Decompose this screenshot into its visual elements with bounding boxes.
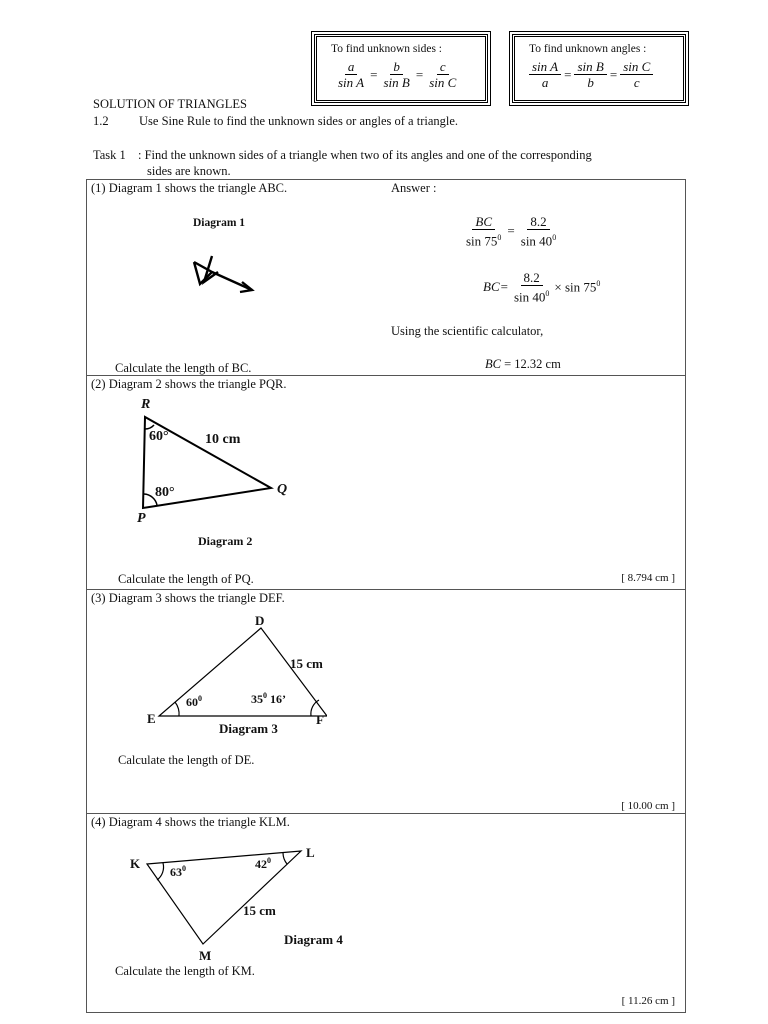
q3-label-d: D [255,613,265,628]
q3-side-df: 15 cm [290,656,323,671]
q4-question: Calculate the length of KM. [115,964,255,978]
task-text-cont: sides are known. [147,164,231,178]
q1-equation-2: BC = $\frac{8.2}{\sin 40^0}$ × $\sin 75^0$ [483,270,601,305]
sides-box-title: To find unknown sides : [331,43,442,55]
q1-result: BC = 12.32 cm [485,357,561,371]
q3-angle-f: $35^0$ 16’ [251,691,286,706]
q4-label-k: K [130,856,141,871]
q4-prompt: (4) Diagram 4 shows the triangle KLM. [91,815,290,829]
q4-side-lm: 15 cm [243,903,276,918]
page-title: SOLUTION OF TRIANGLES [93,97,247,111]
q1-diagram-figure [190,252,262,296]
q2-label-p: P [137,511,146,526]
q2-side-rq: 10 cm [205,432,241,447]
q3-diagram-label: Diagram 3 [219,721,278,736]
section-text: Use Sine Rule to find the unknown sides or angles of a triangle. [139,114,459,128]
q4-angle-l: $42^0$ [255,856,271,871]
question-3-panel [86,589,686,814]
q1-equation-1: $\frac{BC}{\sin 75^0}$ = $\frac{8.2}{\sin 40^0}$ [466,214,557,249]
question-1-panel [86,179,686,376]
q2-prompt: (2) Diagram 2 shows the triangle PQR. [91,377,287,391]
sine-rule-angles-box [512,34,686,103]
q4-label-l: L [306,845,315,860]
sine-rule-sides-box [314,34,488,103]
question-4-panel [86,813,686,1013]
q4-label-m: M [199,948,212,963]
q3-angle-e: $60^0$ [186,694,202,709]
task-label: Task 1 [93,148,126,162]
q2-diagram-label: Diagram 2 [198,534,253,548]
q1-question: Calculate the length of BC. [115,361,252,375]
q2-question: Calculate the length of PQ. [118,572,254,586]
q3-label-e: E [147,711,156,726]
sides-formula: $\frac{a}{\text{sin A}}$ = $\frac{b}{\text{sin B}}$ = $\frac{c}{\text{sin C}}$ [338,59,457,90]
q2-angle-p: 80° [155,485,175,500]
q4-diagram-label: Diagram 4 [284,932,343,947]
q4-answer: [ 11.26 cm ] [621,995,675,1007]
q2-triangle-diagram [127,394,307,534]
q2-answer: [ 8.794 cm ] [621,572,675,584]
question-2-panel [86,375,686,590]
q3-prompt: (3) Diagram 3 shows the triangle DEF. [91,591,285,605]
angles-formula: $\frac{\text{sin A}}{a}$ = $\frac{\text{sin B}}{b}$ = $\frac{\text{sin C}}{c}$ [527,59,655,90]
q1-answer-label: Answer : [391,181,437,195]
q4-angle-k: $63^0$ [170,864,186,879]
q2-angle-r: 60° [149,429,169,444]
task-text: : Find the unknown sides of a triangle when two of its angles and one of the corresponding [138,148,592,162]
section-number: 1.2 [93,114,109,128]
q1-calc-note: Using the scientific calculator, [391,324,544,338]
q1-diagram-label: Diagram 1 [193,217,246,229]
q2-label-r: R [141,397,151,412]
angles-box-title: To find unknown angles : [529,43,647,55]
q1-prompt: (1) Diagram 1 shows the triangle ABC. [91,181,288,195]
q2-label-q: Q [277,482,288,497]
q3-question: Calculate the length of DE. [118,753,255,767]
q3-label-f: F [316,712,324,727]
q3-answer: [ 10.00 cm ] [621,800,675,812]
